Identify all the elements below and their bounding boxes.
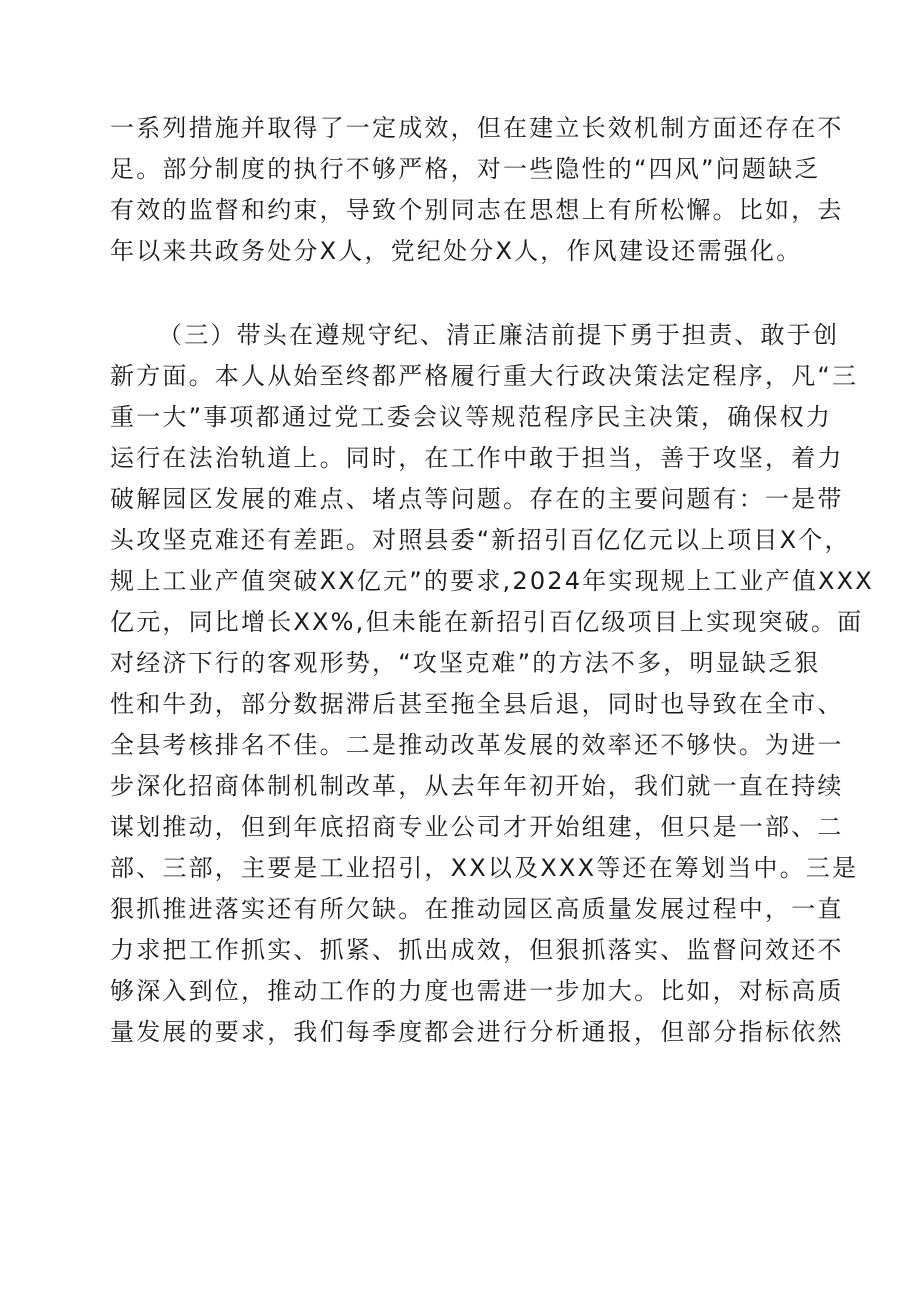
paragraph-line: 亿元，同比增长XX%,但未能在新招引百亿级项目上实现突破。面 — [110, 608, 864, 636]
paragraph-line: 狠抓推进落实还有所欠缺。在推动园区高质量发展过程中，一直 — [110, 895, 844, 923]
paragraph-line: 量发展的要求，我们每季度都会进行分析通报，但部分指标依然 — [110, 1018, 844, 1046]
paragraph-line: 年以来共政务处分X人，党纪处分X人，作风建设还需强化。 — [110, 237, 803, 265]
paragraph-line: 步深化招商体制机制改革，从去年年初开始，我们就一直在持续 — [110, 772, 844, 800]
paragraph-line: 运行在法治轨道上。同时，在工作中敢于担当，善于攻坚，着力 — [110, 444, 844, 472]
paragraph-line: 性和牛劲，部分数据滞后甚至拖全县后退，同时也导致在全市、 — [110, 690, 844, 718]
paragraph-line: 新方面。本人从始至终都严格履行重大行政决策法定程序，凡“三 — [110, 362, 859, 390]
paragraph-line: 力求把工作抓实、抓紧、抓出成效，但狠抓落实、监督问效还不 — [110, 936, 844, 964]
paragraph-line: 一系列措施并取得了一定成效，但在建立长效机制方面还存在不 — [110, 114, 844, 142]
paragraph-line: 有效的监督和约束，导致个别同志在思想上有所松懈。比如，去 — [110, 196, 844, 224]
paragraph-line: 部、三部，主要是工业招引，XX以及XXX等还在筹划当中。三是 — [110, 854, 859, 882]
paragraph-section-three — [110, 315, 874, 1053]
paragraph-line: 全县考核排名不佳。二是推动改革发展的效率还不够快。为进一 — [110, 731, 844, 759]
paragraph-line: 重一大”事项都通过党工委会议等规范程序民主决策，确保权力 — [110, 403, 833, 431]
paragraph-line: 足。部分制度的执行不够严格，对一些隐性的“四风”问题缺乏 — [110, 155, 821, 183]
section-heading-line: （三）带头在遵规守纪、清正廉洁前提下勇于担责、敢于创 — [158, 321, 840, 349]
paragraph-line: 够深入到位，推动工作的力度也需进一步加大。比如，对标高质 — [110, 977, 844, 1005]
paragraph-style-discipline — [110, 108, 844, 272]
paragraph-line: 破解园区发展的难点、堵点等问题。存在的主要问题有：一是带 — [110, 485, 844, 513]
paragraph-line: 谋划推动，但到年底招商专业公司才开始组建，但只是一部、二 — [110, 813, 844, 841]
paragraph-line: 规上工业产值突破XX亿元”的要求,2024年实现规上工业产值XXX — [110, 567, 874, 595]
paragraph-line: 头攻坚克难还有差距。对照县委“新招引百亿亿元以上项目X个， — [110, 526, 851, 554]
paragraph-line: 对经济下行的客观形势，“攻坚克难”的方法不多，明显缺乏狠 — [110, 649, 821, 677]
